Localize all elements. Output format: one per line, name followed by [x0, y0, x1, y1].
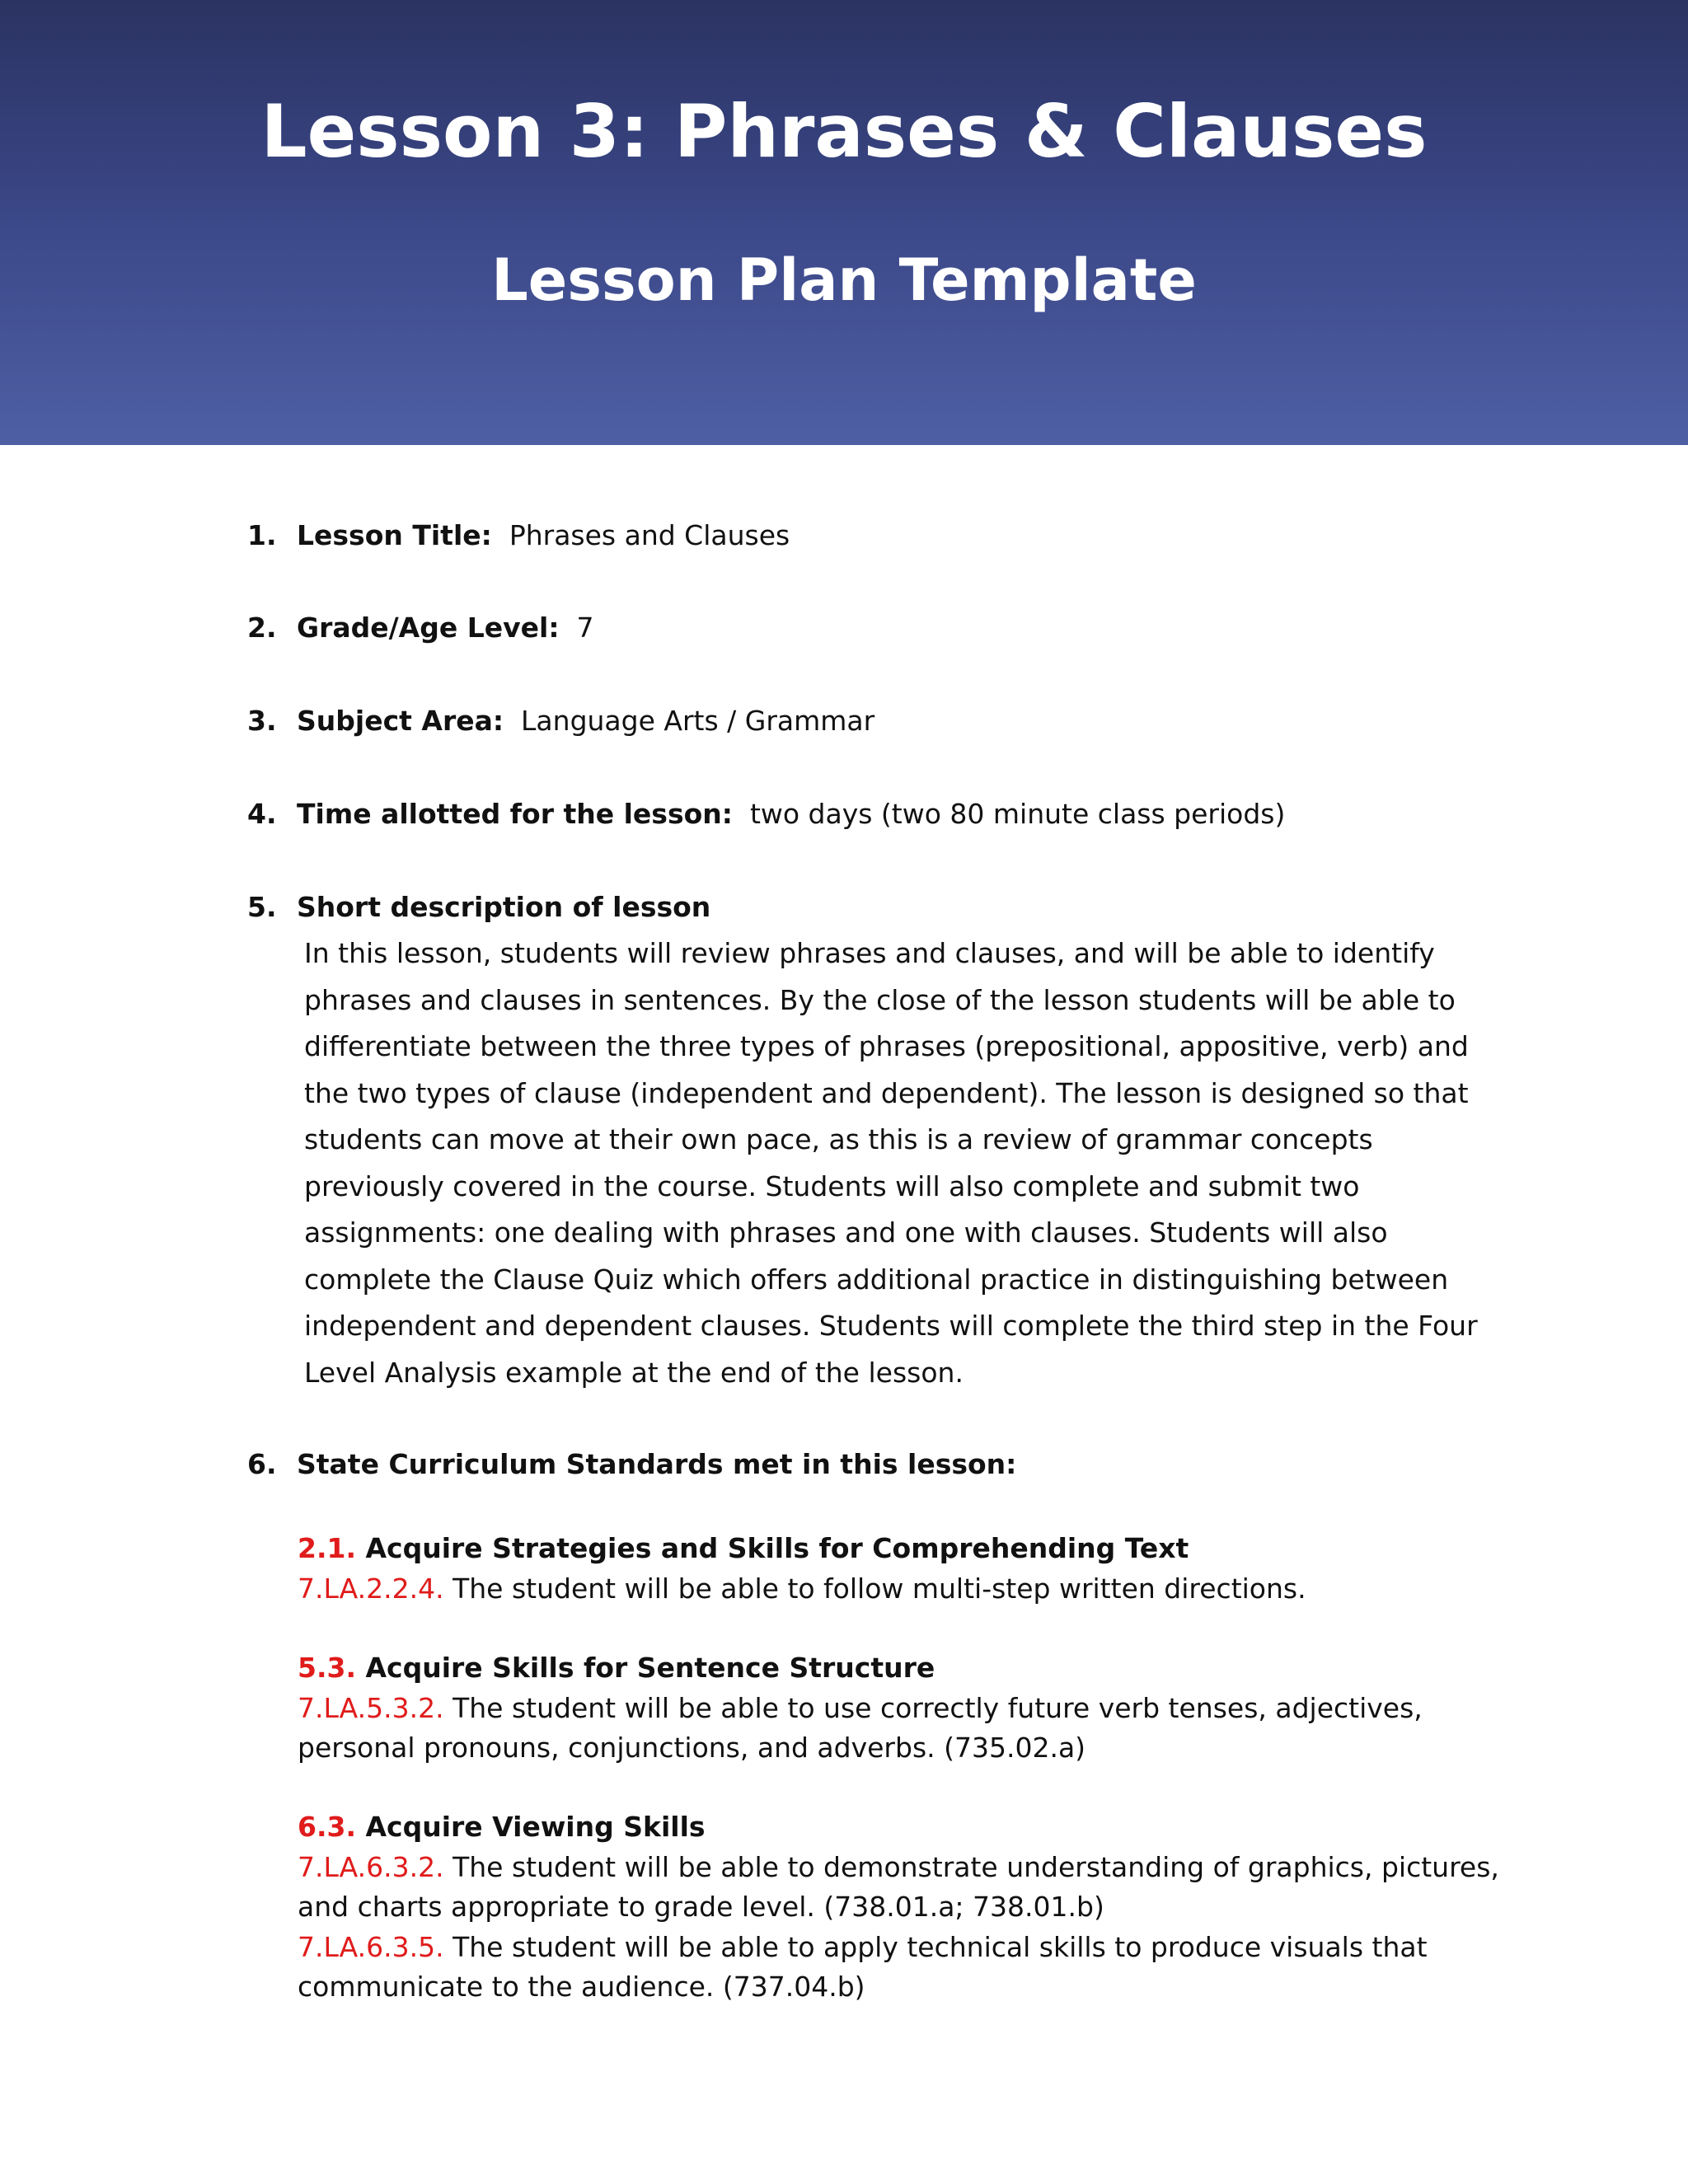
standard-heading: [298, 1648, 1534, 1689]
standard-group-6-3: [298, 1807, 1534, 2008]
item-label: Subject Area:: [297, 705, 504, 737]
description-line: the two types of clause (independent and dependent). The lesson is designed so that: [304, 1076, 1469, 1109]
item-number: 5.: [247, 891, 277, 923]
standard-title: Acquire Strategies and Skills for Comprehending Text: [365, 1532, 1189, 1564]
item-number: 2.: [247, 612, 277, 644]
lesson-description: [304, 930, 1491, 1396]
description-line: Level Analysis example at the end of the lesson.: [304, 1356, 964, 1389]
description-line: phrases and clauses in sentences. By the close of the lesson students will be able to: [304, 983, 1456, 1016]
header-banner: [0, 0, 1688, 445]
standard-title: Acquire Skills for Sentence Structure: [365, 1652, 935, 1684]
item-grade-level: [247, 605, 1500, 651]
description-line: In this lesson, students will review phrases and clauses, and will be able to identify: [304, 937, 1435, 969]
item-value: 7: [576, 612, 594, 644]
item-value: two days (two 80 minute class periods): [749, 798, 1286, 830]
standard-entry: [298, 1848, 1534, 1888]
item-label: Short description of lesson: [297, 891, 711, 923]
standard-heading: [298, 1807, 1534, 1848]
standard-entry-continuation: communicate to the audience. (737.04.b): [298, 1971, 865, 2003]
standard-code: 5.3.: [298, 1652, 356, 1684]
item-value: Phrases and Clauses: [509, 519, 790, 551]
standard-code: 2.1.: [298, 1532, 356, 1564]
item-label: Grade/Age Level:: [297, 612, 560, 644]
standard-entry-text: The student will be able to use correctly future verb tenses, adjectives,: [452, 1691, 1423, 1724]
item-state-standards: [247, 1441, 1500, 1488]
standard-entry: [298, 1928, 1534, 1968]
item-number: 3.: [247, 705, 277, 737]
item-number: 4.: [247, 798, 277, 830]
standard-heading: [298, 1529, 1534, 1569]
item-label: State Curriculum Standards met in this lesson:: [297, 1448, 1017, 1480]
item-label: Lesson Title:: [297, 519, 492, 551]
description-line: assignments: one dealing with phrases and one with clauses. Students will also: [304, 1216, 1388, 1249]
item-subject-area: [247, 698, 1500, 744]
standard-entry-text: The student will be able to apply technical skills to produce visuals that: [452, 1930, 1428, 1963]
page-title: Lesson 3: Phrases & Clauses: [260, 89, 1428, 174]
standard-entry-code: 7.LA.6.3.5.: [298, 1930, 444, 1963]
description-line: students can move at their own pace, as this is a review of grammar concepts: [304, 1123, 1373, 1155]
item-short-description: [247, 884, 1500, 930]
standard-code: 6.3.: [298, 1811, 356, 1843]
standard-entry: [298, 1569, 1534, 1610]
item-lesson-title: [247, 513, 1500, 559]
page-subtitle: Lesson Plan Template: [491, 246, 1197, 314]
description-line: independent and dependent clauses. Students will complete the third step in the Four: [304, 1310, 1478, 1342]
item-value: Language Arts / Grammar: [521, 705, 875, 737]
standard-entry-continuation: personal pronouns, conjunctions, and adverbs. (735.02.a): [298, 1732, 1086, 1764]
description-line: previously covered in the course. Students will also complete and submit two: [304, 1169, 1360, 1202]
standard-title: Acquire Viewing Skills: [365, 1811, 706, 1843]
item-number: 6.: [247, 1448, 277, 1480]
standard-entry-text: The student will be able to demonstrate understanding of graphics, pictures,: [452, 1850, 1499, 1883]
standard-entry-code: 7.LA.6.3.2.: [298, 1850, 444, 1883]
standard-entry-text: The student will be able to follow multi-step written directions.: [452, 1572, 1306, 1605]
description-line: differentiate between the three types of phrases (prepositional, appositive, verb) and: [304, 1030, 1469, 1062]
standard-group-2-1: [298, 1529, 1534, 1609]
item-label: Time allotted for the lesson:: [297, 798, 733, 830]
standard-entry-code: 7.LA.2.2.4.: [298, 1572, 444, 1605]
standard-entry: [298, 1689, 1534, 1729]
standard-entry-continuation: and charts appropriate to grade level. (738.01.a; 738.01.b): [298, 1891, 1104, 1923]
standard-group-5-3: [298, 1648, 1534, 1769]
standard-entry-code: 7.LA.5.3.2.: [298, 1691, 444, 1724]
description-line: complete the Clause Quiz which offers additional practice in distinguishing between: [304, 1263, 1449, 1296]
item-time-allotted: [247, 791, 1500, 837]
item-number: 1.: [247, 519, 277, 551]
